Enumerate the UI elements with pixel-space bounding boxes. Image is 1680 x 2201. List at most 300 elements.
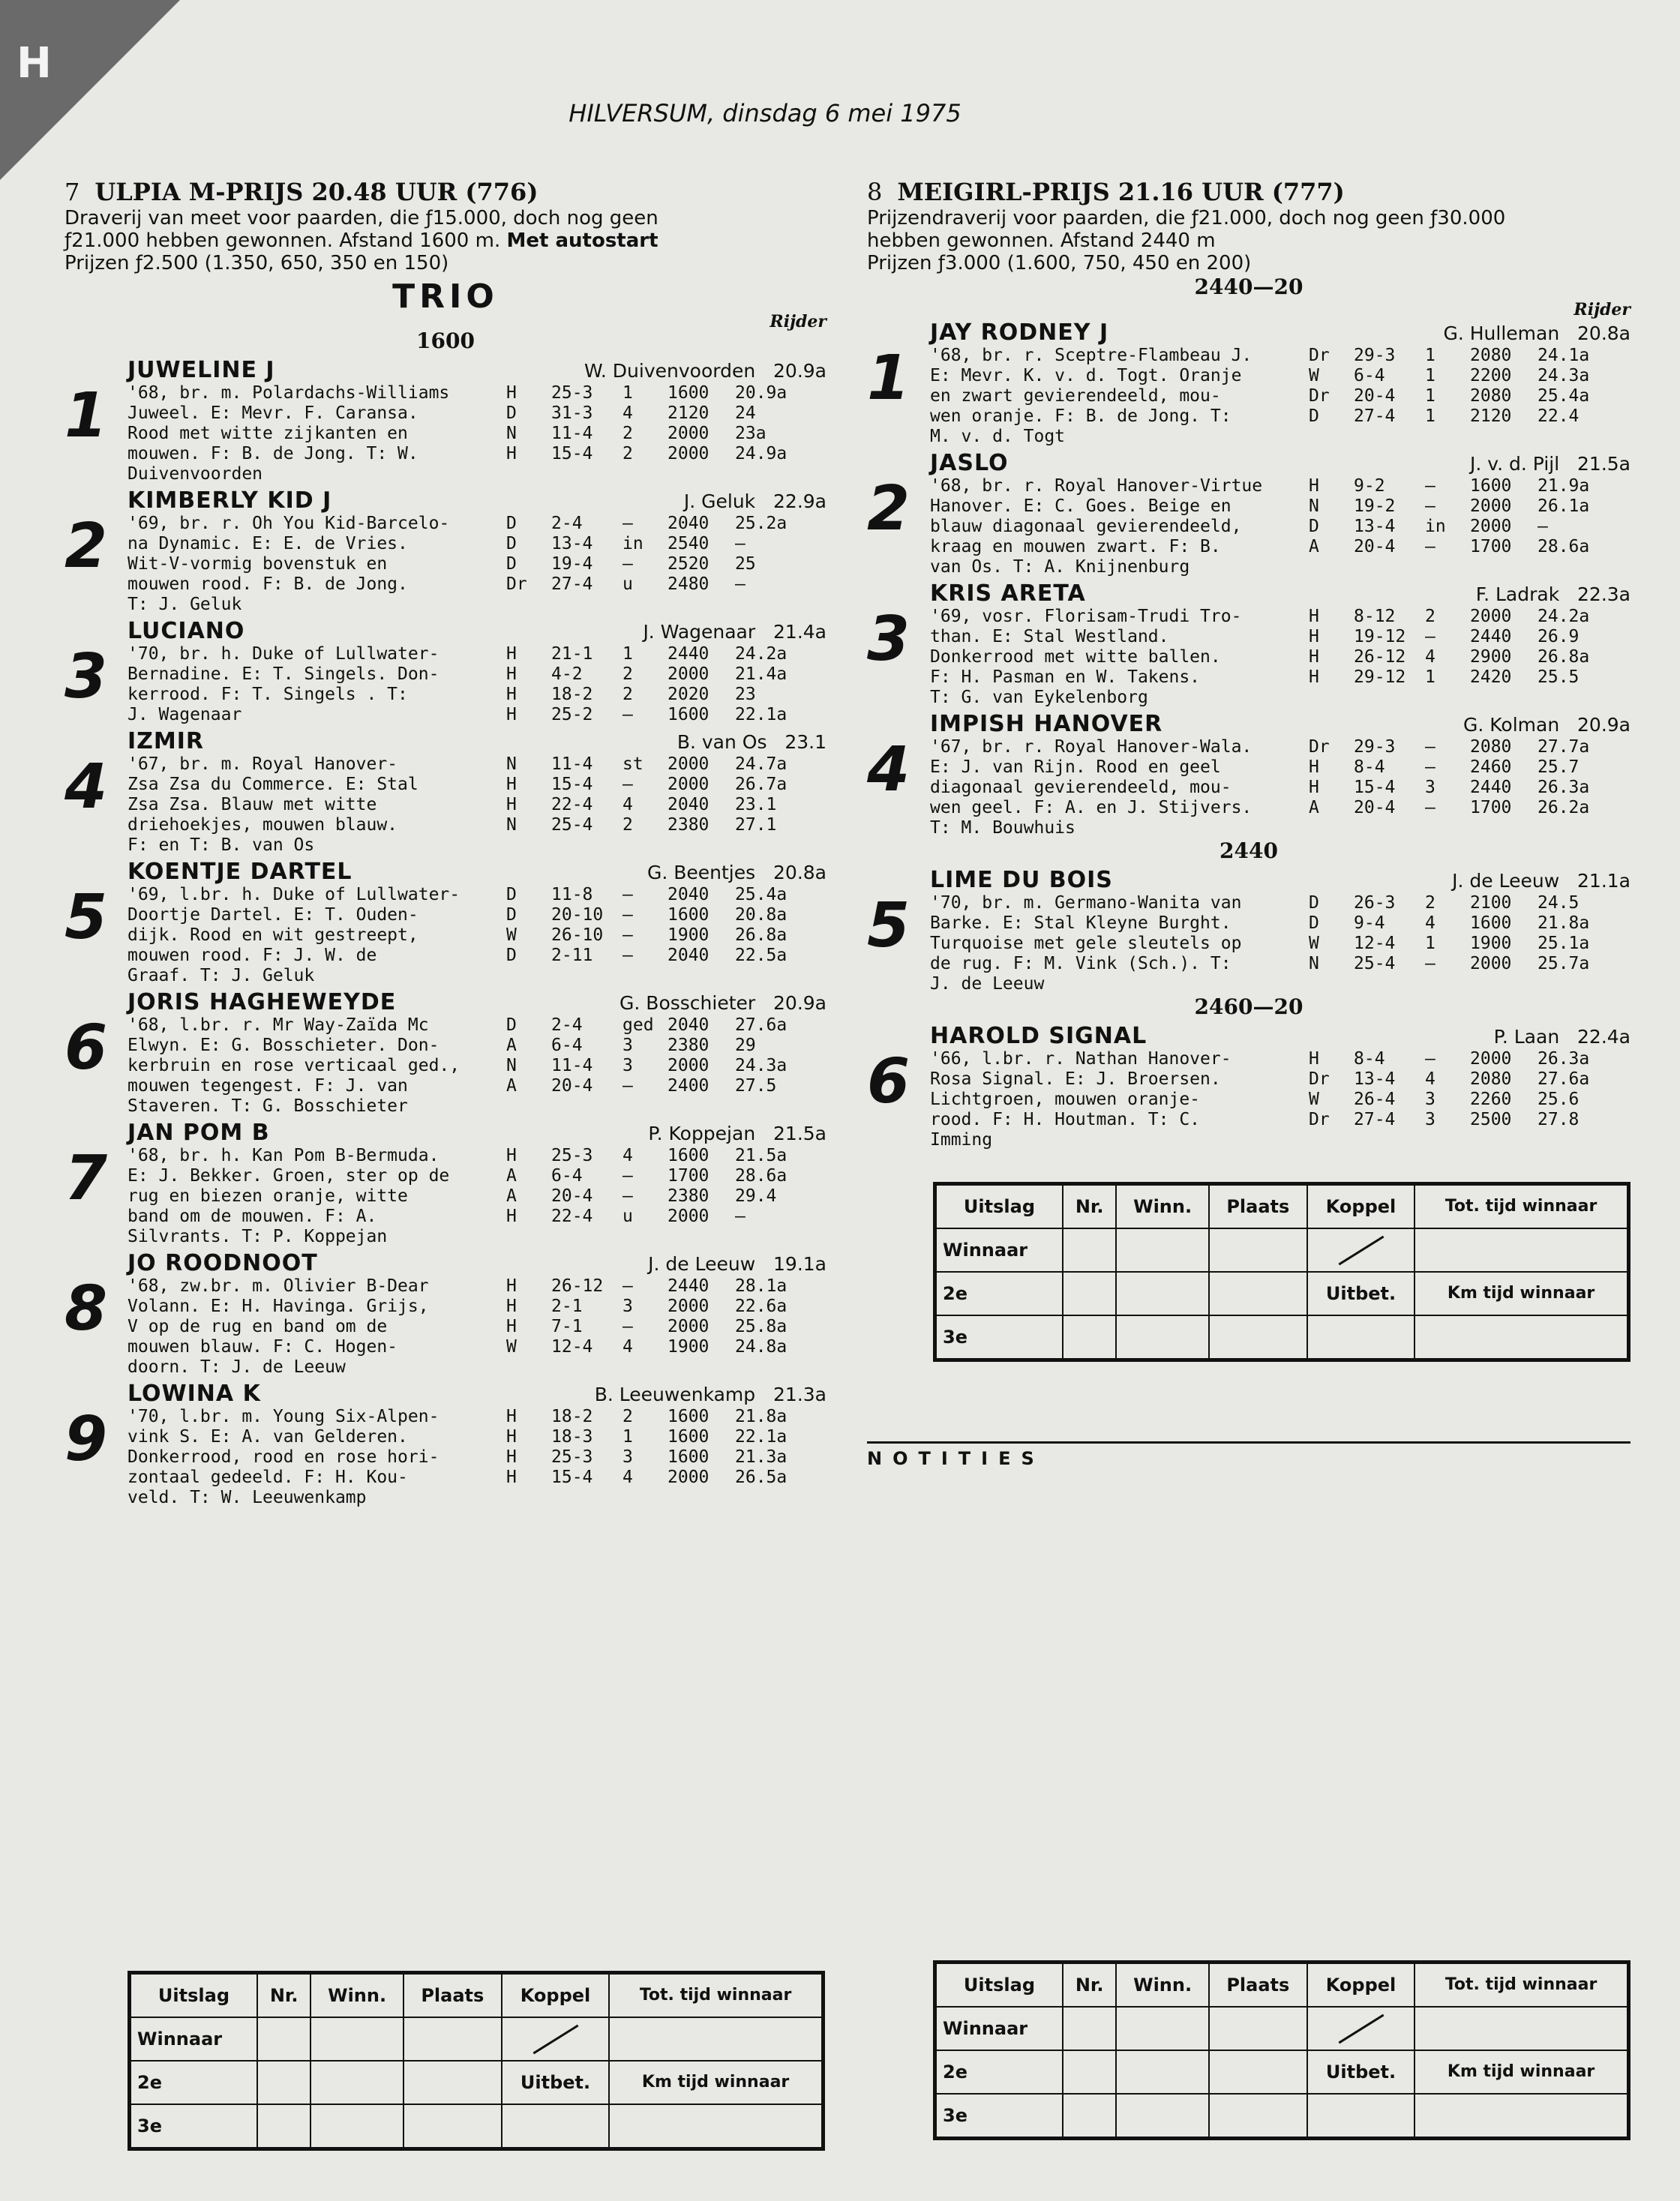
result-cell: 1 xyxy=(1425,667,1436,687)
result-cell: 3 xyxy=(1425,1110,1436,1129)
result-cell: 6-4 xyxy=(551,1036,583,1055)
result-cell: 2000 xyxy=(668,444,710,463)
uitslag-cell-koppel[interactable] xyxy=(1307,1315,1414,1360)
uitslag-cell-plaats[interactable] xyxy=(1209,2007,1307,2050)
uitslag-cell-winn[interactable] xyxy=(310,2061,403,2104)
result-cell: D xyxy=(506,534,517,553)
horse-description xyxy=(128,885,506,986)
result-cell: D xyxy=(506,403,517,423)
result-cell: 2000 xyxy=(1470,607,1512,626)
uitslag-row xyxy=(935,1228,1629,1272)
horse-driver xyxy=(595,1384,826,1405)
result-cell: 25-4 xyxy=(551,815,593,835)
result-cell: 15-4 xyxy=(551,444,593,463)
uitslag-cell-km[interactable] xyxy=(1414,1315,1628,1360)
result-cell: 2120 xyxy=(1470,406,1512,426)
driver-name: J. de Leeuw xyxy=(1452,870,1560,892)
result-cell: H xyxy=(506,1317,517,1336)
horse-number: 1 xyxy=(867,343,910,414)
result-cell: 2100 xyxy=(1470,893,1512,913)
description-line: '69, br. r. Oh You Kid-Barcelo- xyxy=(128,514,450,533)
uitslag-header-cell: Plaats xyxy=(1209,1184,1307,1229)
result-cell: A xyxy=(1309,537,1319,556)
result-cell: 15-4 xyxy=(551,1468,593,1487)
result-cell: 24.3a xyxy=(1538,366,1590,385)
result-cell: 27-4 xyxy=(1354,1110,1396,1129)
result-cell: 25.4a xyxy=(1538,386,1590,406)
horse-number: 5 xyxy=(64,882,108,953)
result-cell: 2520 xyxy=(668,554,710,574)
horse-details xyxy=(128,644,826,725)
result-row xyxy=(506,1146,826,1166)
result-cell: 4 xyxy=(622,1146,633,1165)
description-line: Duivenvoorden xyxy=(128,464,263,484)
result-cell: 2040 xyxy=(668,514,710,533)
uitslag-cell-koppel[interactable] xyxy=(502,2104,609,2149)
horse-entry xyxy=(64,357,826,484)
driver-name: P. Laan xyxy=(1493,1026,1560,1048)
horse-details xyxy=(128,1146,826,1247)
horse-description xyxy=(930,346,1309,447)
result-cell: — xyxy=(622,925,633,945)
horse-name: LIME DU BOIS xyxy=(930,867,1113,893)
description-line: en zwart gevierendeeld, mou- xyxy=(930,386,1221,406)
result-cell: in xyxy=(1425,517,1446,536)
uitslag-header-row xyxy=(935,1963,1629,2008)
result-cell: 26-3 xyxy=(1354,893,1396,913)
result-row xyxy=(1309,798,1630,818)
description-line: J. Wagenaar xyxy=(128,705,242,724)
uitslag-cell-nr[interactable] xyxy=(1063,2050,1116,2094)
horse-body xyxy=(128,618,826,725)
result-row xyxy=(506,574,826,595)
uitslag-cell-winn[interactable] xyxy=(1116,2007,1208,2050)
result-cell: H xyxy=(506,1447,517,1467)
horse-results xyxy=(506,1146,826,1247)
uitslag-cell-plaats[interactable] xyxy=(404,2061,502,2104)
description-line: band om de mouwen. F: A. xyxy=(128,1207,377,1226)
result-cell: 15-4 xyxy=(551,775,593,794)
result-cell: 4 xyxy=(1425,647,1436,667)
result-cell: 2000 xyxy=(1470,954,1512,973)
result-cell: 21-1 xyxy=(551,644,593,664)
result-cell: H xyxy=(1309,757,1319,777)
description-line: M. v. d. Togt xyxy=(930,427,1066,446)
uitslag-cell-nr[interactable] xyxy=(257,2061,310,2104)
result-row xyxy=(506,534,826,554)
uitslag-cell-nr[interactable] xyxy=(1063,1228,1116,1272)
result-cell: 1900 xyxy=(668,1337,710,1357)
result-cell: 4 xyxy=(622,795,633,814)
result-cell: — xyxy=(1425,476,1436,496)
result-cell: 2 xyxy=(622,685,633,704)
race-7-distance: 1600 xyxy=(416,328,475,353)
race-7-desc-2-text: ƒ21.000 hebben gewonnen. Afstand 1600 m. xyxy=(64,229,501,252)
result-cell: 2-4 xyxy=(551,514,583,533)
uitslag-cell-tottijd[interactable] xyxy=(1414,1228,1628,1272)
result-cell: 22.5a xyxy=(735,946,788,965)
uitslag-cell-km[interactable] xyxy=(1414,2094,1628,2139)
horse-header xyxy=(128,1250,826,1276)
result-cell: 3 xyxy=(622,1056,633,1075)
horse-name: KOENTJE DARTEL xyxy=(128,859,352,885)
horse-name: LUCIANO xyxy=(128,618,245,644)
uitslag-cell-winn[interactable] xyxy=(1116,2050,1208,2094)
uitslag-cell-plaats[interactable] xyxy=(404,2017,502,2061)
uitslag-cell-plaats[interactable] xyxy=(1209,1228,1307,1272)
uitslag-header-cell: Uitslag xyxy=(935,1963,1063,2008)
result-cell: 9-4 xyxy=(1354,913,1385,933)
race-7-horse-list xyxy=(64,357,826,1508)
description-line: Zsa Zsa du Commerce. E: Stal xyxy=(128,775,418,794)
description-line: kraag en mouwen zwart. F: B. xyxy=(930,537,1221,556)
result-cell: H xyxy=(1309,607,1319,626)
horse-description xyxy=(128,1276,506,1378)
result-cell: 6-4 xyxy=(551,1166,583,1186)
uitslag-cell-nr[interactable] xyxy=(1063,2007,1116,2050)
uitslag-cell-tottijd[interactable] xyxy=(1414,2007,1628,2050)
result-cell: 25 xyxy=(735,554,756,574)
result-cell: 2 xyxy=(1425,893,1436,913)
horse-driver xyxy=(647,862,826,883)
description-line: mouwen. F: B. de Jong. T: W. xyxy=(128,444,418,463)
result-cell: ged xyxy=(622,1015,654,1035)
uitslag-cell-koppel[interactable] xyxy=(1307,2007,1414,2050)
driver-name: F. Ladrak xyxy=(1475,583,1560,605)
result-cell: 1 xyxy=(1425,406,1436,426)
description-line: driehoekjes, mouwen blauw. xyxy=(128,815,398,835)
result-row xyxy=(506,1076,826,1096)
result-cell: 19-2 xyxy=(1354,496,1396,516)
description-line: Lichtgroen, mouwen oranje- xyxy=(930,1090,1201,1109)
uitbet-label: Uitbet. xyxy=(1307,2050,1414,2094)
description-line: veld. T: W. Leeuwenkamp xyxy=(128,1488,367,1507)
uitslag-table-race-8-top xyxy=(933,1182,1630,1362)
result-cell: 3 xyxy=(622,1297,633,1316)
horse-details xyxy=(930,737,1630,838)
description-line: Silvrants. T: P. Koppejan xyxy=(128,1227,388,1246)
result-cell: 2080 xyxy=(1470,737,1512,757)
uitslag-header-row xyxy=(935,1184,1629,1229)
result-cell: — xyxy=(1425,537,1436,556)
uitslag-cell-nr[interactable] xyxy=(1063,2094,1116,2139)
km-tijd-label: Km tijd winnaar xyxy=(1414,1272,1628,1315)
result-row xyxy=(506,664,826,685)
result-cell: 1900 xyxy=(1470,934,1512,953)
result-cell: D xyxy=(1309,517,1319,536)
race-7-prizes: Prijzen ƒ2.500 (1.350, 650, 350 en 150) xyxy=(64,252,449,274)
result-row xyxy=(506,925,826,946)
horse-header xyxy=(930,580,1630,607)
result-row xyxy=(506,554,826,574)
horse-results xyxy=(506,1015,826,1117)
uitslag-header-row xyxy=(130,1973,824,2018)
horse-description xyxy=(930,893,1309,994)
result-cell: H xyxy=(1309,476,1319,496)
uitslag-header-cell: Plaats xyxy=(404,1973,502,2018)
uitslag-table-left-bottom xyxy=(128,1971,825,2151)
uitslag-cell-winn[interactable] xyxy=(1116,1272,1208,1315)
result-cell: — xyxy=(622,1166,633,1186)
result-cell: 1600 xyxy=(668,1407,710,1426)
uitslag-row xyxy=(935,2007,1629,2050)
description-line: de rug. F: M. Vink (Sch.). T: xyxy=(930,954,1232,973)
result-cell: 11-4 xyxy=(551,1056,593,1075)
result-cell: — xyxy=(1425,737,1436,757)
result-cell: 25.8a xyxy=(735,1317,788,1336)
driver-time: 19.1a xyxy=(773,1253,826,1275)
result-cell: 2 xyxy=(622,1407,633,1426)
result-cell: 2020 xyxy=(668,685,710,704)
result-cell: 2080 xyxy=(1470,386,1512,406)
uitslag-cell-plaats[interactable] xyxy=(1209,1315,1307,1360)
driver-name: P. Koppejan xyxy=(648,1123,756,1144)
horse-header xyxy=(930,319,1630,346)
result-cell: D xyxy=(506,554,517,574)
result-cell: 1 xyxy=(622,644,633,664)
uitslag-cell-plaats[interactable] xyxy=(1209,1272,1307,1315)
uitslag-cell-nr[interactable] xyxy=(257,2017,310,2061)
result-row xyxy=(1309,366,1630,386)
result-cell: 2000 xyxy=(668,424,710,443)
description-line: Bernadine. E: T. Singels. Don- xyxy=(128,664,440,684)
result-row xyxy=(506,1276,826,1297)
result-cell: H xyxy=(506,1427,517,1447)
uitslag-cell-plaats[interactable] xyxy=(404,2104,502,2149)
km-tijd-label: Km tijd winnaar xyxy=(1414,2050,1628,2094)
description-line: E: J. Bekker. Groen, ster op de xyxy=(128,1166,450,1186)
description-line: diagonaal gevierendeeld, mou- xyxy=(930,778,1232,797)
description-line: Hanover. E: C. Goes. Beige en xyxy=(930,496,1232,516)
result-cell: — xyxy=(1425,627,1436,646)
result-cell: 26.7a xyxy=(735,775,788,794)
result-cell: 22.4 xyxy=(1538,406,1580,426)
result-cell: H xyxy=(1309,778,1319,797)
km-tijd-label: Km tijd winnaar xyxy=(609,2061,823,2104)
uitslag-header-cell: Nr. xyxy=(1063,1184,1116,1229)
uitslag-cell-nr[interactable] xyxy=(1063,1315,1116,1360)
horse-entry xyxy=(64,1250,826,1378)
uitslag-cell-koppel[interactable] xyxy=(1307,2094,1414,2139)
result-cell: 25.7a xyxy=(1538,954,1590,973)
description-line: wen oranje. F: B. de Jong. T: xyxy=(930,406,1232,426)
result-cell: 2-1 xyxy=(551,1297,583,1316)
uitslag-header-cell: Tot. tijd winnaar xyxy=(1414,1963,1628,2008)
horse-number: 4 xyxy=(867,734,910,805)
horse-description xyxy=(128,1015,506,1117)
uitslag-cell-winn[interactable] xyxy=(1116,1315,1208,1360)
description-line: '68, l.br. r. Mr Way-Zaïda Mc xyxy=(128,1015,429,1035)
description-line: Elwyn. E: G. Bosschieter. Don- xyxy=(128,1036,440,1055)
result-cell: 27.8 xyxy=(1538,1110,1580,1129)
result-cell: A xyxy=(506,1186,517,1206)
horse-name: KRIS ARETA xyxy=(930,580,1086,607)
horse-number: 4 xyxy=(64,751,108,823)
description-line: T: M. Bouwhuis xyxy=(930,818,1076,838)
horse-description xyxy=(128,514,506,615)
result-row xyxy=(506,885,826,905)
result-cell: 2480 xyxy=(668,574,710,594)
horse-header xyxy=(128,989,826,1015)
horse-driver xyxy=(1443,322,1630,344)
horse-driver xyxy=(648,1253,826,1275)
result-cell: H xyxy=(506,1407,517,1426)
horse-header xyxy=(128,618,826,644)
horse-header xyxy=(930,867,1630,893)
uitslag-cell-plaats[interactable] xyxy=(1209,2050,1307,2094)
uitslag-cell-km[interactable] xyxy=(609,2104,823,2149)
result-cell: N xyxy=(506,815,517,835)
description-line: Staveren. T: G. Bosschieter xyxy=(128,1096,408,1116)
result-cell: — xyxy=(735,1207,746,1226)
uitslag-row-label: 3e xyxy=(935,1315,1063,1360)
driver-time: 20.8a xyxy=(773,862,826,883)
driver-time: 21.3a xyxy=(773,1384,826,1405)
horse-driver xyxy=(1470,453,1630,475)
result-cell: 1900 xyxy=(668,925,710,945)
result-cell: H xyxy=(506,1297,517,1316)
driver-name: G. Hulleman xyxy=(1443,322,1560,344)
uitslag-row-label: 3e xyxy=(935,2094,1063,2139)
race-7-number: 7 xyxy=(64,178,80,206)
result-row xyxy=(1309,757,1630,778)
result-cell: Dr xyxy=(1309,1069,1330,1089)
result-cell: 2 xyxy=(622,424,633,443)
horse-body xyxy=(128,1250,826,1378)
result-row xyxy=(506,705,826,725)
horse-driver xyxy=(1452,870,1630,892)
result-cell: 11-8 xyxy=(551,885,593,904)
result-cell: — xyxy=(1425,757,1436,777)
horse-driver xyxy=(684,490,826,512)
horse-details xyxy=(930,476,1630,577)
uitslag-cell-winn[interactable] xyxy=(310,2104,403,2149)
result-cell: 26-10 xyxy=(551,925,604,945)
result-cell: in xyxy=(622,534,644,553)
description-line: vink S. E: A. van Gelderen. xyxy=(128,1427,408,1447)
result-cell: 20-10 xyxy=(551,905,604,925)
uitslag-cell-winn[interactable] xyxy=(1116,2094,1208,2139)
uitslag-cell-nr[interactable] xyxy=(257,2104,310,2149)
uitslag-cell-koppel[interactable] xyxy=(1307,1228,1414,1272)
uitslag-header-cell: Uitslag xyxy=(935,1184,1063,1229)
result-cell: 3 xyxy=(1425,1090,1436,1109)
uitslag-header-cell: Nr. xyxy=(257,1973,310,2018)
driver-name: G. Bosschieter xyxy=(620,992,756,1014)
result-cell: 29-12 xyxy=(1354,667,1406,687)
result-cell: 2000 xyxy=(668,1056,710,1075)
result-row xyxy=(506,1186,826,1207)
result-cell: W xyxy=(1309,934,1319,953)
result-cell: W xyxy=(1309,366,1319,385)
horse-driver xyxy=(1463,714,1630,736)
result-cell: 25-3 xyxy=(551,1447,593,1467)
result-cell: 1 xyxy=(1425,346,1436,365)
description-line: T: G. van Eykelenborg xyxy=(930,688,1148,707)
horse-description xyxy=(128,1407,506,1508)
result-cell: 2000 xyxy=(668,1317,710,1336)
description-line: dijk. Rood en wit gestreept, xyxy=(128,925,418,945)
horse-body xyxy=(128,728,826,856)
uitslag-cell-winn[interactable] xyxy=(310,2017,403,2061)
horse-description xyxy=(128,383,506,484)
result-cell: H xyxy=(506,383,517,403)
result-cell: st xyxy=(622,754,644,774)
race8-distance-dist_2: 2440 xyxy=(1220,838,1278,863)
description-line: rug en biezen oranje, witte xyxy=(128,1186,408,1206)
result-row xyxy=(506,1056,826,1076)
result-row xyxy=(506,1297,826,1317)
horse-name: KIMBERLY KID J xyxy=(128,487,332,514)
result-cell: 27.6a xyxy=(1538,1069,1590,1089)
horse-entry xyxy=(64,859,826,986)
result-cell: 2440 xyxy=(668,644,710,664)
result-cell: 21.9a xyxy=(1538,476,1590,496)
result-cell: 12-4 xyxy=(551,1337,593,1357)
result-cell: 4 xyxy=(622,403,633,423)
result-cell: A xyxy=(506,1166,517,1186)
uitslag-cell-tottijd[interactable] xyxy=(609,2017,823,2061)
uitslag-cell-winn[interactable] xyxy=(1116,1228,1208,1272)
horse-number: 6 xyxy=(867,1046,910,1117)
uitslag-cell-koppel[interactable] xyxy=(502,2017,609,2061)
result-cell: 27.6a xyxy=(735,1015,788,1035)
uitslag-cell-plaats[interactable] xyxy=(1209,2094,1307,2139)
result-cell: — xyxy=(622,905,633,925)
result-cell: 4 xyxy=(1425,1069,1436,1089)
horse-driver xyxy=(648,1123,826,1144)
horse-body xyxy=(930,711,1630,838)
description-line: Donkerrood met witte ballen. xyxy=(930,647,1221,667)
description-line: zontaal gedeeld. F: H. Kou- xyxy=(128,1468,408,1487)
race-7-desc-2 xyxy=(64,229,826,252)
driver-time: 23.1 xyxy=(784,731,826,753)
result-cell: H xyxy=(506,795,517,814)
result-cell: H xyxy=(506,775,517,794)
result-cell: 29-3 xyxy=(1354,346,1396,365)
result-cell: D xyxy=(1309,406,1319,426)
description-line: F: en T: B. van Os xyxy=(128,835,315,855)
description-line: F: H. Pasman en W. Takens. xyxy=(930,667,1201,687)
description-line: Wit-V-vormig bovenstuk en xyxy=(128,554,388,574)
uitslag-row-label: Winnaar xyxy=(935,1228,1063,1272)
driver-name: J. de Leeuw xyxy=(648,1253,756,1275)
description-line: mouwen blauw. F: C. Hogen- xyxy=(128,1337,398,1357)
result-cell: Dr xyxy=(506,574,527,594)
uitslag-header-cell: Winn. xyxy=(1116,1963,1208,2008)
result-cell: 6-4 xyxy=(1354,366,1385,385)
horse-driver xyxy=(620,992,826,1014)
result-row xyxy=(1309,893,1630,913)
description-line: Juweel. E: Mevr. F. Caransa. xyxy=(128,403,418,423)
result-cell: Dr xyxy=(1309,386,1330,406)
description-line: rood. F: H. Houtman. T: C. xyxy=(930,1110,1201,1129)
uitslag-cell-nr[interactable] xyxy=(1063,1272,1116,1315)
result-row xyxy=(506,1407,826,1427)
horse-entry xyxy=(867,867,1630,994)
koppel-slash xyxy=(1338,2014,1384,2044)
horse-name: JUWELINE J xyxy=(128,357,275,383)
description-line: '70, br. m. Germano-Wanita van xyxy=(930,893,1242,913)
result-cell: 25.4a xyxy=(735,885,788,904)
result-cell: 1600 xyxy=(668,1447,710,1467)
description-line: Barke. E: Stal Kleyne Burght. xyxy=(930,913,1232,933)
result-row xyxy=(1309,667,1630,688)
description-line: '70, l.br. m. Young Six-Alpen- xyxy=(128,1407,440,1426)
description-line: Turquoise met gele sleutels op xyxy=(930,934,1242,953)
result-cell: 3 xyxy=(1425,778,1436,797)
description-line: Volann. E: H. Havinga. Grijs, xyxy=(128,1297,429,1316)
